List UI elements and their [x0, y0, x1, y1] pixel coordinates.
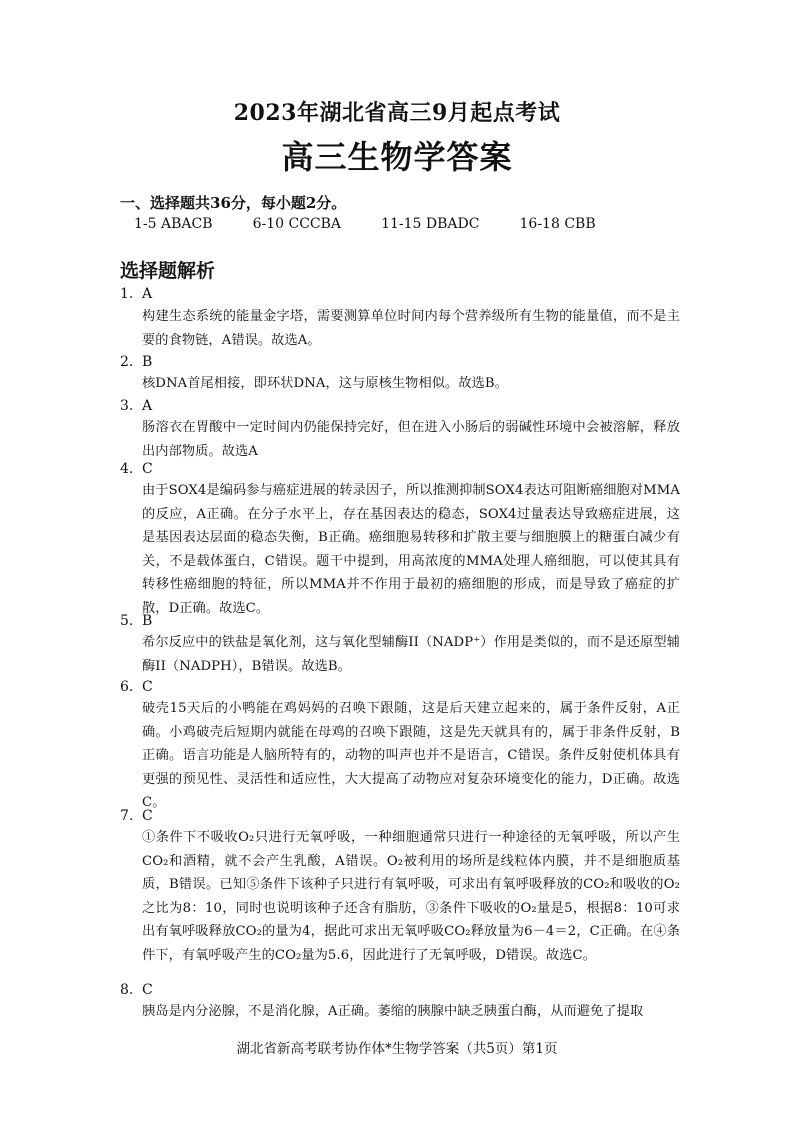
answer-group: 16-18 CBB	[519, 216, 596, 232]
question-explanation: ①条件下不吸收O₂只进行无氧呼吸，一种细胞通常只进行一种途径的无氧呼吸，所以产生CO₂和酒精，就不会产生乳酸，A错误。O₂被利用的场所是线粒体内膜，并不是细胞质基质，B错误。已知⑤条件下该种子只进行有氧呼吸，可求出有氧呼吸释放的CO₂和吸收的O₂之比为8：10，同时也说明该种子还含有脂肪，③条件下吸收的O₂量是5，根据8：10可求出有氧呼吸释放CO₂的量为4，据此可求出无氧呼吸CO₂释放量为6－4＝2，C正确。在④条件下，有氧呼吸产生的CO₂量为5.6，因此进行了无氧呼吸，D错误。故选C。	[142, 830, 680, 963]
question-answer: A	[142, 398, 153, 414]
answer-group: 6-10 CCCBA	[252, 216, 342, 232]
question-explanation: 构建生态系统的能量金字塔，需要测算单位时间内每个营养级所有生物的能量值，而不是主要的食物链，A错误。故选A。	[142, 309, 680, 348]
question-answer: B	[142, 613, 153, 629]
section-heading-analysis: 选择题解析	[120, 260, 216, 282]
question-explanation: 核DNA首尾相接，即环状DNA，这与原核生物相似。故选B。	[142, 376, 508, 391]
answer-group: 1-5 ABACB	[134, 216, 213, 232]
question-answer: A	[142, 286, 153, 302]
question-explanation: 由于SOX4是编码参与癌症进展的转录因子，所以推测抑制SOX4表达可阻断癌细胞对MMA的反应，A正确。在分子水平上，存在基因表达的稳态，SOX4过量表达导致癌症进展，这是基因表达层面的稳态失衡，B正确。癌细胞易转移和扩散主要与细胞膜上的糖蛋白减少有关，不是载体蛋白，C错误。题干中提到，用高浓度的MMA处理人癌细胞，可以使其具有转移性癌细胞的特征，所以MMA并不作用于最初的癌细胞的形成，而是导致了癌症的扩散，D正确。故选C。	[142, 483, 680, 616]
question-explanation: 破壳15天后的小鸭能在鸡妈妈的召唤下跟随，这是后天建立起来的，属于条件反射，A正确。小鸡破壳后短期内就能在母鸡的召唤下跟随，这是先天就具有的，属于非条件反射，B正确。语言功能是人脑所特有的，动物的叫声也并不是语言，C错误。条件反射使机体具有更强的预见性、灵活性和适应性，大大提高了动物应对复杂环境变化的能力，D正确。故选C。	[142, 701, 680, 811]
page-footer: 湖北省新高考联考协作体*生物学答案（共5页）第1页	[236, 1041, 558, 1057]
section-heading-choice: 一、选择题共36分，每小题2分。	[120, 194, 347, 212]
exam-title: 2023年湖北省高三9月起点考试	[233, 100, 561, 126]
question-answer: C	[142, 461, 153, 477]
answer-group: 11-15 DBADC	[381, 216, 480, 232]
question-explanation: 肠溶衣在胃酸中一定时间内仍能保持完好，但在进入小肠后的弱碱性环境中会被溶解，释放出内部物质。故选A	[142, 420, 680, 459]
question-explanation: 胰岛是内分泌腺，不是消化腺，A正确。萎缩的胰腺中缺乏胰蛋白酶，从而避免了提取	[142, 1004, 644, 1019]
question-answer: C	[142, 808, 153, 824]
answer-key-row	[134, 216, 596, 232]
question-explanation: 希尔反应中的铁盐是氧化剂，这与氧化型辅酶II（NADP⁺）作用是类似的，而不是还原型辅酶II（NADPH），B错误。故选B。	[142, 635, 680, 674]
question-answer: C	[142, 679, 153, 695]
question-answer: B	[142, 354, 153, 370]
answer-key-title: 高三生物学答案	[281, 138, 513, 176]
question-answer: C	[142, 982, 153, 998]
document-page: 2023年湖北省高三9月起点考试 高三生物学答案 一、选择题共36分，每小题2分。 1-5 ABACB 6-10 CCCBA 11-15 DBADC 16-18 CBB 选择题解析 1. A 构建生态系统的能量金字塔，需要测算单位时间内每个营养级所有生物的能量值，而不是主要的食物链，A错误。故选A。 2. B 核DNA首尾相接，即环状DNA，这与原核生物相似。故选B。 3. A 肠溶衣在胃酸中一定时间内仍能保持完好，但在进入小肠后的弱碱性环境中会被溶解，释放出内部物质。故选A 4. C 由于SOX4是编码参与癌症进展的转录因子，所以推测抑制SOX4表达可阻断癌细胞对MMA的反应，A正确。在分子水平上，存在基因表达的稳态，SOX4过量表达导致癌症进展，这是基因表达层面的稳态失衡，B正确。癌细胞易转移和扩散主要与细胞膜上的糖蛋白减少有关，不是载体蛋白，C错误。题干中提到，用高浓度的MMA处理人癌细胞，可以使其具有转移性癌细胞的特征，所以MMA并不作用于最初的癌细胞的形成，而是导致了癌症的扩散，D正确。故选C。 5. B 希尔反应中的铁盐是氧化剂，这与氧化型辅酶II（NADP⁺）作用是类似的，而不是还原型辅酶II（NADPH），B错误。故选B。 6. C 破壳15天后的小鸭能在鸡妈妈的召唤下跟随，这是后天建立起来的，属于条件反射，A正确。小鸡破壳后短期内就能在母鸡的召唤下跟随，这是先天就具有的，属于非条件反射，B正确。语言功能是人脑所特有的，动物的叫声也并不是语言，C错误。条件反射使机体具有更强的预见性、灵活性和适应性，大大提高了动物应对复杂环境变化的能力，D正确。故选C。 7. C ①条件下不吸收O₂只进行无氧呼吸，一种细胞通常只进行一种途径的无氧呼吸，所以产生CO₂和酒精，就不会产生乳酸，A错误。O₂被利用的场所是线粒体内膜，并不是细胞质基质，B错误。已知⑤条件下该种子只进行有氧呼吸，可求出有氧呼吸释放的CO₂和吸收的O₂之比为8：10，同时也说明该种子还含有脂肪，③条件下吸收的O₂量是5，根据8：10可求出有氧呼吸释放CO₂的量为4，据此可求出无氧呼吸CO₂释放量为6－4＝2，C正确。在④条件下，有氧呼吸产生的CO₂量为5.6，因此进行了无氧呼吸，D错误。故选C。 8. C 胰岛是内分泌腺，不是消化腺，A正确。萎缩的胰腺中缺乏胰蛋白酶，从而避免了提取 湖北省新高考联考协作体*生物学答案（共5页）第1页	[0, 0, 794, 1122]
